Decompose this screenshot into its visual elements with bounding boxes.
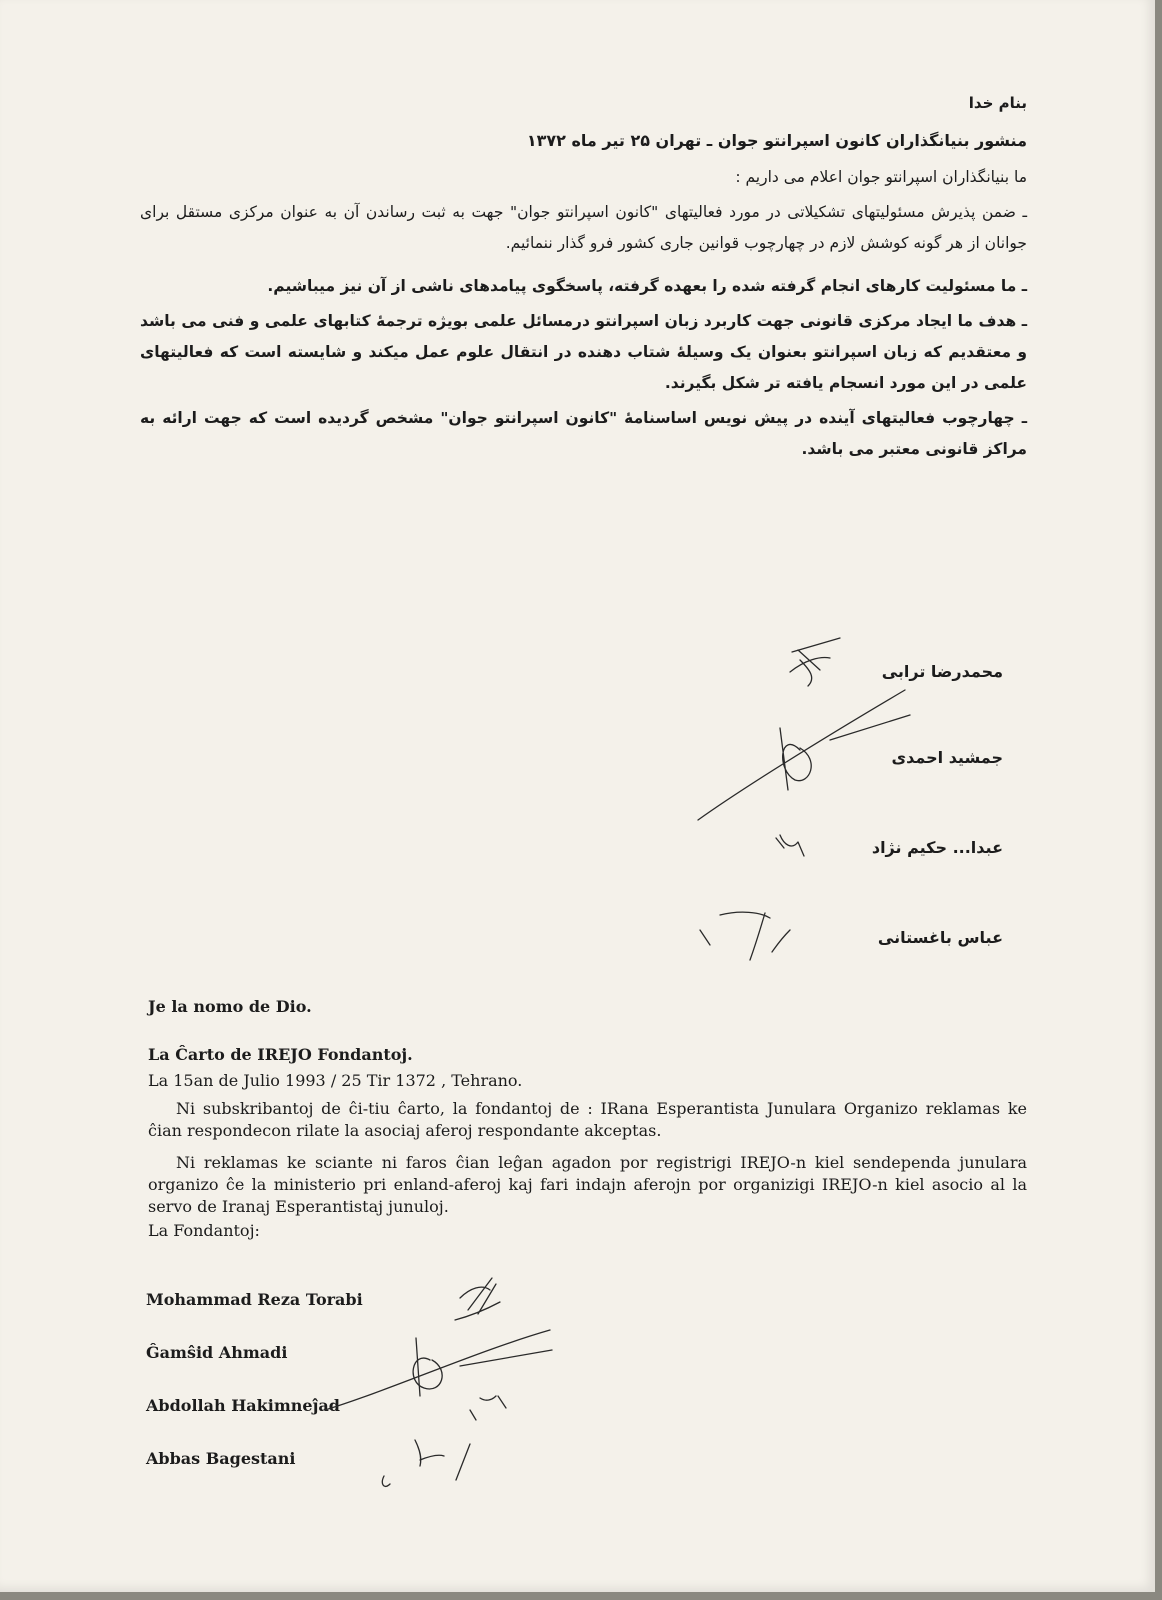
- persian-signatory-3: عبدا... حکیم نژاد: [871, 838, 1003, 857]
- esperanto-signatory-3: Abdollah Hakimneĵad: [146, 1396, 340, 1415]
- esperanto-signatory-1: Mohammad Reza Torabi: [146, 1290, 363, 1309]
- esperanto-signatory-2: Ĝamŝid Ahmadi: [146, 1343, 288, 1362]
- esperanto-paragraph-1: Ni subskribantoj de ĉi-tiu ĉarto, la fondantoj de : IRana Esperantista Junulara Organizo reklamas ke ĉian respondecon rilate la asociaj aferoj respondante akceptas.: [148, 1099, 1027, 1140]
- esperanto-signatory-4: Abbas Bagestani: [146, 1449, 296, 1468]
- esperanto-closing: La Fondantoj:: [148, 1221, 260, 1240]
- persian-signatory-2: جمشید احمدی: [891, 748, 1003, 767]
- persian-paragraph-3: ـ هدف ما ایجاد مرکزی قانونی جهت کاربرد زبان اسپرانتو درمسائل علمی بویژه ترجمهٔ کتابهای علمی و فنی می باشد و معتقدیم که زبان اسپرانتو بعنوان یک وسیلهٔ شتاب دهنده در انتقال علوم عمل میکند و شایسته است که فعالیتهای علمی در این مورد انسجام یافته تر شکل بگیرند.: [140, 312, 1027, 392]
- persian-signatory-1: محمدرضا ترابی: [881, 662, 1003, 681]
- persian-signatory-4: عباس باغستانی: [877, 928, 1003, 947]
- esperanto-title: La Ĉarto de IREJO Fondantoj.: [148, 1045, 413, 1064]
- persian-paragraph-4: ـ چهارچوب فعالیتهای آینده در پیش نویس اساسنامهٔ "کانون اسپرانتو جوان" مشخص گردیده است که جهت ارائه به مراکز قانونی معتبر می باشد.: [140, 409, 1027, 458]
- persian-charter: [140, 92, 1027, 465]
- persian-paragraph-2: ـ ما مسئولیت کارهای انجام گرفته شده را بعهده گرفته، پاسخگوی پیامدهای ناشی از آن نیز میباشیم.: [267, 277, 1027, 295]
- esperanto-paragraph-2: Ni reklamas ke sciante ni faros ĉian leĝan agadon por registrigi IREJO-n kiel sendependa junulara organizo ĉe la ministerio pri enland-aferoj kaj fari indajn aferojn por organizigi IREJO-n kiel asocio al la servo de Iranaj Esperantistaj junuloj.: [148, 1153, 1027, 1216]
- esperanto-charter: [148, 996, 1027, 1242]
- handwritten-signatures-persian: [680, 630, 910, 970]
- handwritten-signatures-esperanto: [320, 1270, 580, 1510]
- esperanto-greeting: Je la nomo de Dio.: [148, 997, 312, 1016]
- esperanto-dateline: La 15an de Julio 1993 / 25 Tir 1372 , Tehrano.: [148, 1071, 523, 1090]
- persian-paragraph-1: ـ ضمن پذیرش مسئولیتهای تشکیلاتی در مورد فعالیتهای "کانون اسپرانتو جوان" جهت به ثبت رساندن آن به عنوان مرکزی مستقل برای جوانان از هر گونه کوشش لازم در چهارچوب قوانین جاری کشور فرو گذار ننمائیم.: [140, 203, 1027, 252]
- persian-intro: ما بنیانگذاران اسپرانتو جوان اعلام می داریم :: [735, 168, 1027, 186]
- persian-basmala: بنام خدا: [968, 94, 1027, 112]
- persian-title: منشور بنیانگذاران کانون اسپرانتو جوان ـ تهران ۲۵ تیر ماه ۱۳۷۲: [526, 131, 1027, 150]
